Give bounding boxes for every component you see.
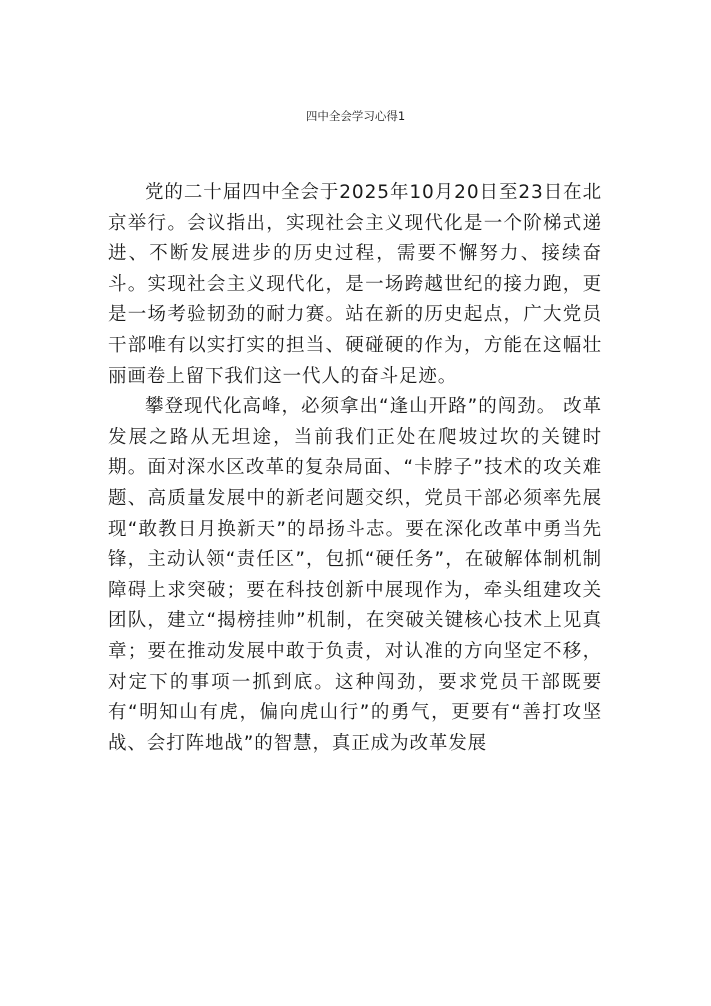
document-title: 四中全会学习心得1 — [305, 109, 406, 123]
paragraph-1: 党的二十届四中全会于2025年10月20日至23日在北京举行。会议指出，实现社会主义现代化是一个阶梯式递进、不断发展进步的历史过程，需要不懈努力、接续奋斗。实现社会主义现代化，是一场跨越世纪的接力跑，更是一场考验韧劲的耐力赛。站在新的历史起点，广大党员干部唯有以实打实的担当、硬碰硬的作为，方能在这幅壮丽画卷上留下我们这一代人的奋斗足迹。 — [108, 182, 602, 387]
document-body — [108, 178, 602, 759]
paragraph-2: 攀登现代化高峰，必须拿出“逢山开路”的闯劲。 改革发展之路从无坦途，当前我们正处在爬坡过坎的关键时期。面对深水区改革的复杂局面、“卡脖子”技术的攻关难题、高质量发展中的新老问题交织，党员干部必须率先展现“敢教日月换新天”的昂扬斗志。要在深化改革中勇当先锋，主动认领“责任区”，包抓“硬任务”，在破解体制机制障碍上求突破；要在科技创新中展现作为，牵头组建攻关团队，建立“揭榜挂帅”机制，在突破关键核心技术上见真章；要在推动发展中敢于负责，对认准的方向坚定不移，对定下的事项一抓到底。这种闯劲，要求党员干部既要有“明知山有虎，偏向虎山行”的勇气，更要有“善打攻坚战、会打阵地战”的智慧，真正成为改革发展 — [108, 396, 602, 754]
